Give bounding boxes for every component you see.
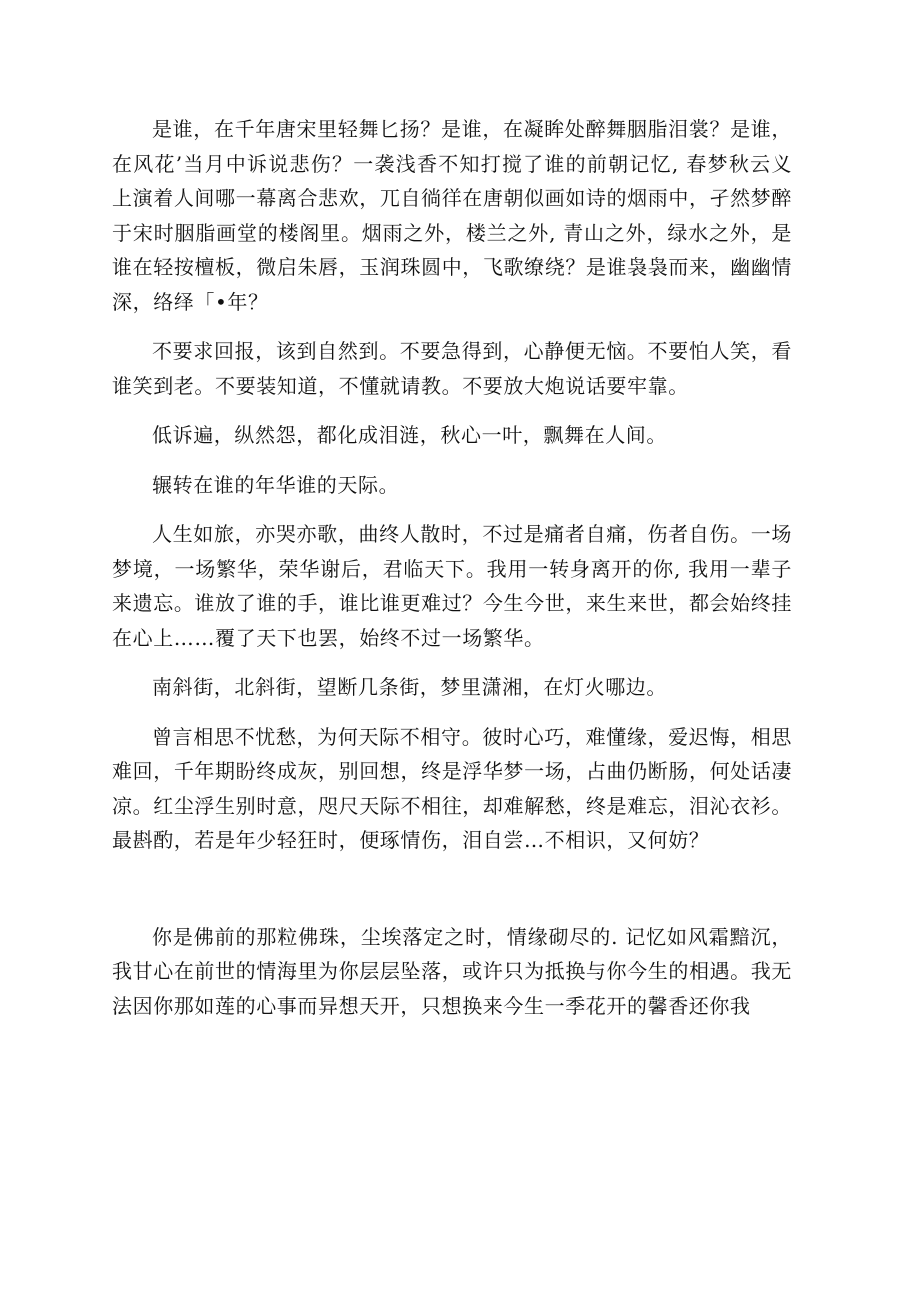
paragraph-3: 低诉遍，纵然怨，都化成泪涟，秋心一叶，飘舞在人间。 [152,423,667,447]
paragraph-6: 南斜街，北斜街，望断几条街，梦里潇湘，在灯火哪边。 [152,675,667,699]
paragraph-5: 人生如旅，亦哭亦歌，曲终人散时，不过是痛者自痛，伤者自伤。一场梦境，一场繁华，荣华谢后，君临天下。我用一转身离开的你, 我用一辈子来遗忘。谁放了谁的手，谁比谁更难过？今生今世，来生来世，都会始终挂在心上……覆了天下也罢，始终不过一场繁华。 [112,522,792,650]
paragraph-7: 曾言相思不忧愁，为何天际不相守。彼时心巧，难懂缘，爱迟悔，相思难回，千年期盼终成灰，别回想，终是浮华梦一场，占曲仍断肠，何处话凄凉。红尘浮生别时意，咫尺天际不相往，却难解愁，终是难忘，泪沁衣衫。最斟酌，若是年少轻狂时，便琢情伤，泪自尝…不相识，又何妨？ [112,724,792,852]
paragraph-4: 辗转在谁的年华谁的天际。 [152,472,400,497]
document-body [112,112,792,1038]
paragraph-1: 是谁，在千年唐宋里轻舞匕扬？是谁，在凝眸处醉舞胭脂泪裳？是谁，在风花’当月中诉说悲伤？一袭浅香不知打搅了谁的前朝记忆, 春梦秋云义上演着人间哪一幕离合悲欢，兀自徜徉在唐朝似画如诗的烟雨中，孑然梦醉于宋时胭脂画堂的楼阁里。烟雨之外，楼兰之外, 青山之外，绿水之外，是谁在轻按檀板，微启朱唇，玉润珠圆中，飞歌缭绕？是谁袅袅而来，幽幽情深，络绎「•年？ [112,117,792,314]
paragraph-8: 你是佛前的那粒佛珠，尘埃落定之时，情缘砌尽的. 记忆如风霜黯沉，我甘心在前世的情海里为你层层坠落，或许只为抵换与你今生的相遇。我无法因你那如莲的心事而异想天开，只想换来今生一季花开的馨香还你我 [112,924,792,1018]
paragraph-2: 不要求回报，该到自然到。不要急得到，心静便无恼。不要怕人笑，看谁笑到老。不要装知道，不懂就请教。不要放大炮说话要牢靠。 [112,339,792,398]
